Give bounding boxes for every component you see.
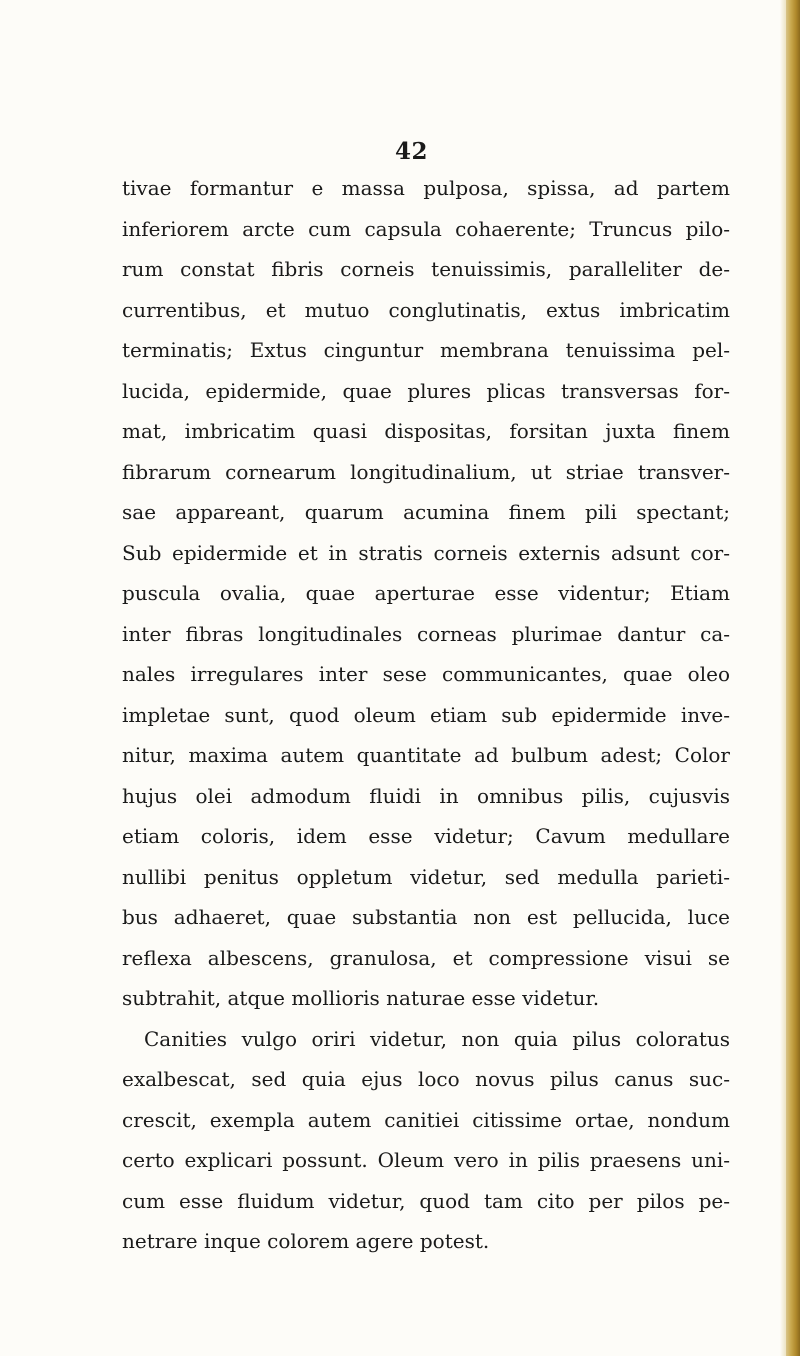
text-line: netrare inque colorem agere potest.	[122, 1229, 490, 1253]
text-line: sae appareant, quarum acumina finem pili spectant;	[122, 500, 730, 524]
text-line: mat, imbricatim quasi dispositas, forsitan juxta finem	[122, 419, 730, 443]
text-line: cum esse fluidum videtur, quod tam cito per pilos pe-	[122, 1188, 730, 1213]
text-line: subtrahit, atque mollioris naturae esse videtur.	[122, 986, 600, 1010]
text-line: bus adhaeret, quae substantia non est pellucida, luce	[122, 905, 730, 929]
text-line: nales irregulares inter sese communicantes, quae oleo	[122, 662, 730, 686]
text-line: inter fibras longitudinales corneas plurimae dantur ca-	[122, 621, 730, 646]
text-line: crescit, exempla autem canitiei citissime ortae, nondum	[122, 1107, 730, 1132]
text-line: lucida, epidermide, quae plures plicas transversas for-	[122, 378, 730, 403]
text-line: fibrarum cornearum longitudinalium, ut striae transver-	[122, 459, 730, 484]
text-line: rum constat fibris corneis tenuissimis, paralleliter de-	[122, 257, 730, 281]
text-line: currentibus, et mutuo conglutinatis, extus imbricatim	[122, 297, 730, 322]
text-line: impletae sunt, quod oleum etiam sub epidermide inve-	[122, 702, 730, 727]
text-line: certo explicari possunt. Oleum vero in pilis praesens uni-	[122, 1148, 730, 1172]
text-line: reflexa albescens, granulosa, et compressione visui se	[122, 945, 730, 970]
body-text	[122, 168, 730, 1262]
text-line: hujus olei admodum fluidi in omnibus pilis, cujusvis	[122, 783, 730, 808]
text-line: tivae formantur e massa pulposa, spissa, ad partem	[122, 176, 730, 200]
page-number: 42	[395, 138, 429, 165]
gilded-page-edge	[786, 0, 800, 1356]
text-line: puscula ovalia, quae aperturae esse videntur; Etiam	[122, 581, 730, 605]
text-line: terminatis; Extus cinguntur membrana tenuissima pel-	[122, 338, 730, 362]
text-line: etiam coloris, idem esse videtur; Cavum medullare	[122, 824, 730, 848]
text-line: nitur, maxima autem quantitate ad bulbum adest; Color	[122, 743, 730, 767]
text-line: nullibi penitus oppletum videtur, sed medulla parieti-	[122, 864, 730, 889]
text-line: exalbescat, sed quia ejus loco novus pilus canus suc-	[122, 1067, 730, 1091]
text-line: Sub epidermide et in stratis corneis externis adsunt cor-	[122, 540, 730, 565]
text-line: inferiorem arcte cum capsula cohaerente; Truncus pilo-	[122, 216, 730, 241]
text-line: Canities vulgo oriri videtur, non quia pilus coloratus	[144, 1026, 730, 1051]
